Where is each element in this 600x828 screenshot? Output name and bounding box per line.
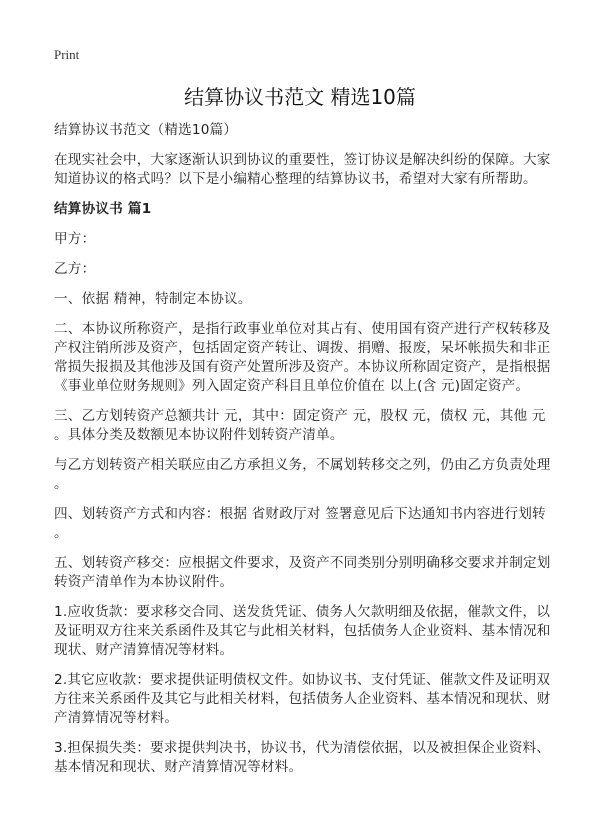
- text-line: 在现实社会中，大家逐渐认识到协议的重要性，签订协议是解决纠纷的保障。大家: [54, 152, 551, 168]
- paragraph: [54, 603, 554, 660]
- text-line: 产清算情况等材料。: [54, 710, 179, 726]
- text-line: 2.其它应收款：要求提供证明债权文件。如协议书、支付凭证、催款文件及证明双: [54, 672, 551, 688]
- paragraph: [54, 554, 554, 592]
- paragraph: [54, 739, 554, 777]
- text-line: 一、依据 精神，特制定本协议。: [54, 291, 252, 307]
- text-line: 基本情况和现状、财产清算情况等材料。: [54, 759, 303, 775]
- text-line: 五、划转资产移交：应根据文件要求，及资产不同类别分别明确移交要求并制定划: [54, 555, 551, 571]
- text-line: 甲方：: [54, 231, 96, 247]
- paragraph: [54, 290, 554, 309]
- text-line: 常损失报损及其他涉及国有资产处置所涉及资产。本协议所称固定资产，是指根据: [54, 359, 551, 375]
- text-line: 现状、财产清算情况等材料。: [54, 642, 234, 658]
- text-line: 。具体分类及数额见本协议附件划转资产清单。: [54, 427, 344, 443]
- document-title: 结算协议书范文 精选10篇: [184, 85, 416, 109]
- text-line: 二、本协议所称资产，是指行政事业单位对其占有、使用国有资产进行产权转移及: [54, 321, 551, 337]
- paragraph: [54, 456, 554, 494]
- text-line: 转资产清单作为本协议附件。: [54, 574, 234, 590]
- text-line: 乙方：: [54, 261, 96, 277]
- text-line: 结算协议书 篇1: [54, 201, 152, 217]
- paragraph: [54, 121, 554, 140]
- paragraph: [54, 505, 554, 543]
- paragraph: [54, 407, 554, 445]
- text-line: 《事业单位财务规则》列入固定资产科目且单位价值在 以上(含 元)固定资产。: [54, 378, 530, 394]
- section-heading: [54, 200, 554, 219]
- print-link[interactable]: Print: [54, 47, 80, 62]
- text-line: 方往来关系函件及其它与此相关材料，包括债务人企业资料、基本情况和现状、财: [54, 691, 551, 707]
- text-line: 1.应收货款：要求移交合同、送发货凭证、债务人欠款明细及依据，催款文件，以: [54, 604, 551, 620]
- paragraph: [54, 671, 554, 728]
- text-line: 四、划转资产方式和内容：根据 省财政厅对 签署意见后下达通知书内容进行划转: [54, 506, 546, 522]
- text-line: 结算协议书范文（精选10篇）: [54, 122, 238, 138]
- text-line: 与乙方划转资产相关联应由乙方承担义务，不属划转移交之列，仍由乙方负责处理: [54, 457, 551, 473]
- paragraph: [54, 320, 554, 396]
- text-line: 。: [54, 525, 68, 541]
- paragraph: [54, 151, 554, 189]
- paragraph: [54, 230, 554, 249]
- document-body: [54, 121, 554, 788]
- text-line: 产权注销所涉及资产，包括固定资产转让、调拨、捐赠、报废，呆坏帐损失和非正: [54, 340, 551, 356]
- paragraph: [54, 260, 554, 279]
- text-line: 及证明双方往来关系函件及其它与此相关材料，包括债务人企业资料、基本情况和: [54, 623, 551, 639]
- text-line: 3.担保损失类：要求提供判决书，协议书，代为清偿依据，以及被担保企业资料、: [54, 740, 551, 756]
- text-line: 知道协议的格式吗？以下是小编精心整理的结算协议书，希望对大家有所帮助。: [54, 171, 537, 187]
- text-line: 三、乙方划转资产总额共计 元，其中：固定资产 元，股权 元，债权 元，其他 元: [54, 408, 546, 424]
- text-line: 。: [54, 476, 68, 492]
